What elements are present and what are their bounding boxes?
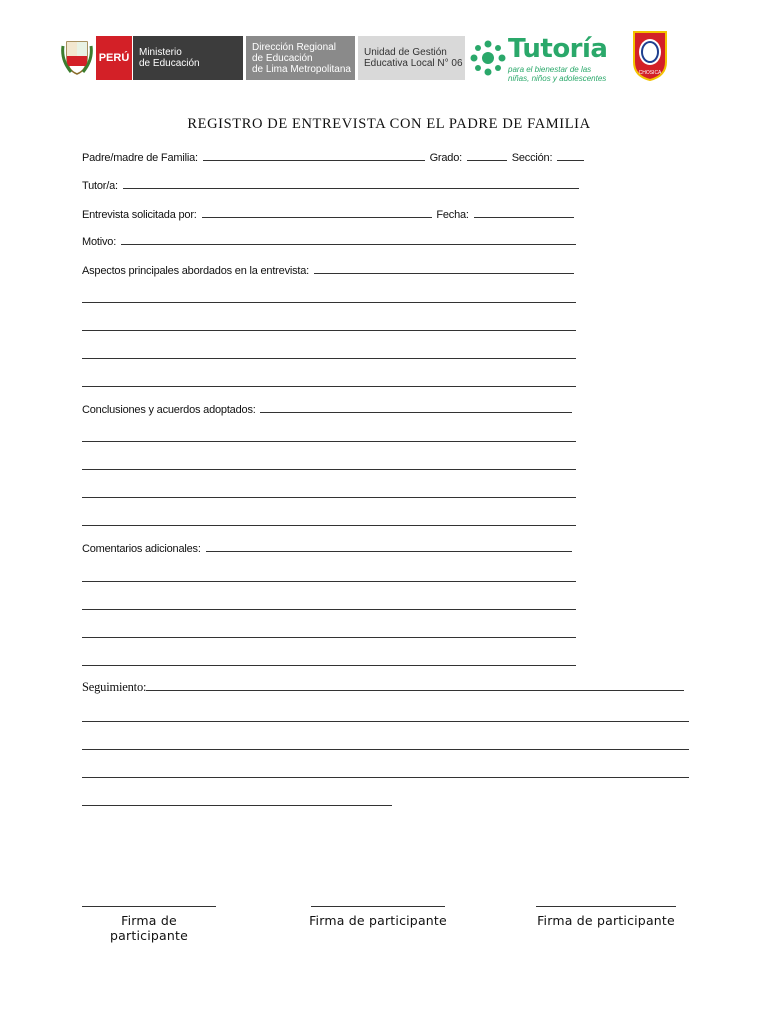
conclusiones-line-3[interactable]: [82, 497, 576, 498]
conclusiones-blank[interactable]: [260, 402, 572, 413]
seccion-label: Sección:: [511, 152, 553, 164]
tutoria-logo: [470, 34, 620, 84]
drelm-line-1: Dirección Regional: [252, 41, 336, 53]
tutor-blank[interactable]: [123, 178, 579, 189]
aspectos-line-4[interactable]: [82, 386, 576, 387]
padre-label: Padre/madre de Familia:: [82, 152, 198, 164]
aspectos-line-2[interactable]: [82, 330, 576, 331]
solicitada-blank[interactable]: [202, 207, 432, 218]
field-row-motivo: [82, 234, 578, 248]
aspectos-label: Aspectos principales abordados en la entrevista:: [82, 265, 310, 277]
peru-coat-of-arms-icon: [61, 38, 93, 76]
aspectos-line-3[interactable]: [82, 358, 576, 359]
comentarios-line-2[interactable]: [82, 609, 576, 610]
comentarios-line-4[interactable]: [82, 665, 576, 666]
ugel-line-1: Unidad de Gestión: [364, 47, 447, 58]
signature-block-1: [82, 896, 216, 943]
field-row-conclusiones: [82, 402, 574, 416]
grado-label: Grado:: [429, 152, 462, 164]
solicitada-label: Entrevista solicitada por:: [82, 209, 197, 221]
drelm-line-2: de Educación: [252, 52, 313, 64]
comentarios-label: Comentarios adicionales:: [82, 543, 201, 555]
fecha-label: Fecha:: [436, 209, 469, 221]
seguimiento-line-1[interactable]: [82, 721, 689, 722]
seguimiento-line-3[interactable]: [82, 777, 689, 778]
header-banner: [0, 28, 768, 88]
field-row-padre: [82, 150, 586, 164]
minedu-line-1: Ministerio: [139, 47, 182, 58]
peru-text: PERÚ: [98, 52, 130, 64]
fecha-blank[interactable]: [474, 207, 574, 218]
seccion-blank[interactable]: [557, 150, 584, 161]
minedu-line-2: de Educación: [139, 58, 200, 69]
signature-block-3: [536, 896, 676, 928]
drelm-line-3: de Lima Metropolitana: [252, 63, 351, 75]
conclusiones-line-4[interactable]: [82, 525, 576, 526]
field-row-aspectos: [82, 263, 576, 277]
tutoria-sub-line-2: niñas, niños y adolescentes: [508, 74, 607, 83]
school-crest-icon: [630, 28, 670, 82]
seguimiento-label: Seguimiento:: [82, 680, 147, 694]
conclusiones-line-2[interactable]: [82, 469, 576, 470]
signature-line-2[interactable]: [311, 896, 445, 907]
conclusiones-line-1[interactable]: [82, 441, 576, 442]
ugel-line-2: Educativa Local N° 06: [364, 58, 463, 69]
signature-block-2: [309, 896, 447, 928]
comentarios-line-1[interactable]: [82, 581, 576, 582]
seguimiento-blank[interactable]: [146, 680, 684, 691]
conclusiones-label: Conclusiones y acuerdos adoptados:: [82, 404, 256, 416]
aspectos-blank[interactable]: [314, 263, 574, 274]
tutoria-subtitle: [508, 65, 606, 83]
comentarios-line-3[interactable]: [82, 637, 576, 638]
seguimiento-line-2[interactable]: [82, 749, 689, 750]
signature-line-1[interactable]: [82, 896, 216, 907]
field-row-solicitada: [82, 207, 576, 221]
signature-label-1: Firma de participante: [110, 913, 188, 943]
field-row-tutor: [82, 178, 581, 192]
tutoria-sub-line-1: para el bienestar de las: [508, 65, 592, 74]
padre-blank[interactable]: [203, 150, 425, 161]
tutoria-dots-icon: [470, 40, 506, 76]
signature-label-3: Firma de participante: [537, 913, 675, 928]
tutor-label: Tutor/a:: [82, 180, 118, 192]
field-row-comentarios: [82, 541, 574, 555]
motivo-blank[interactable]: [121, 234, 576, 245]
signature-label-2: Firma de participante: [309, 913, 447, 928]
ugel-logo: [358, 36, 465, 80]
tutoria-title: Tutoría: [508, 34, 608, 64]
motivo-label: Motivo:: [82, 236, 117, 248]
aspectos-line-1[interactable]: [82, 302, 576, 303]
grado-blank[interactable]: [467, 150, 507, 161]
drelm-logo: [246, 36, 355, 80]
minedu-logo: [133, 36, 243, 80]
seguimiento-line-4[interactable]: [82, 805, 392, 806]
peru-logo: [96, 36, 132, 80]
school-crest-text: CHOSICA: [638, 70, 662, 76]
comentarios-blank[interactable]: [206, 541, 572, 552]
field-row-seguimiento: [82, 680, 686, 695]
signature-line-3[interactable]: [536, 896, 676, 907]
document-title: REGISTRO DE ENTREVISTA CON EL PADRE DE FAMILIA: [187, 116, 591, 132]
